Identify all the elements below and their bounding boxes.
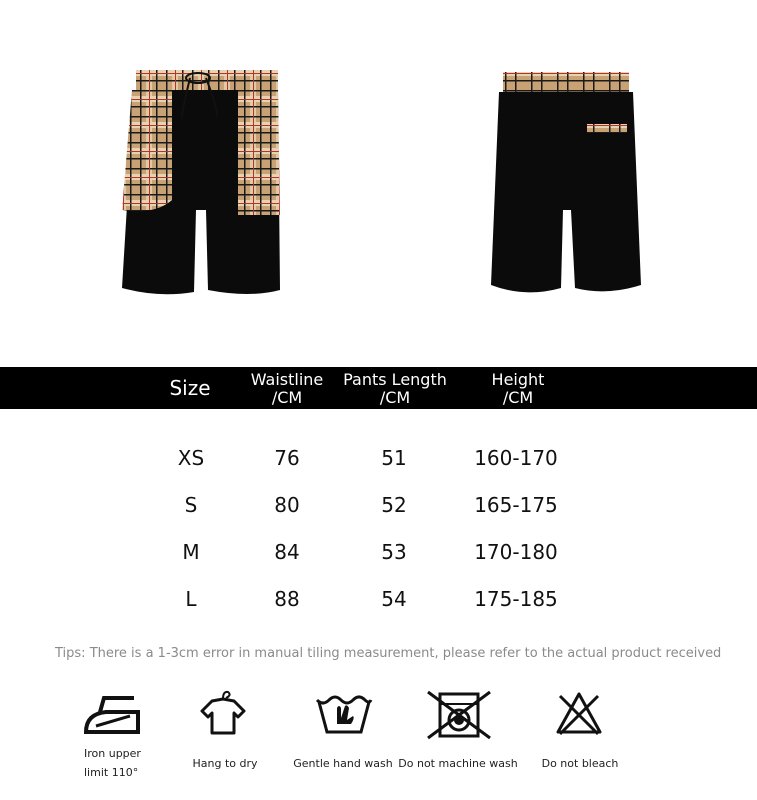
care-label-hand-wash: Gentle hand wash (293, 757, 393, 770)
cell-waistline: 80 (274, 493, 300, 517)
hang-dry-icon (198, 687, 248, 743)
cell-size: S (184, 493, 198, 517)
cell-height: 170-180 (474, 540, 558, 564)
iron-icon (82, 692, 142, 742)
measurement-tips: Tips: There is a 1-3cm error in manual tiling measurement, please refer to the actual product received (55, 646, 722, 661)
cell-pants-length: 54 (381, 587, 407, 611)
hand-wash-icon (315, 690, 373, 740)
care-label-iron: Iron upper limit 110° (84, 747, 141, 779)
cell-height: 175-185 (474, 587, 558, 611)
shorts-front-image (110, 60, 295, 305)
cell-pants-length: 52 (381, 493, 407, 517)
header-height: Height /CM (491, 370, 545, 407)
header-waistline: Waistline /CM (250, 370, 324, 407)
cell-height: 165-175 (474, 493, 558, 517)
cell-waistline: 88 (274, 587, 300, 611)
cell-pants-length: 51 (381, 446, 407, 470)
size-chart-header (0, 367, 757, 409)
cell-size: XS (177, 446, 205, 470)
no-bleach-icon (554, 690, 604, 740)
care-label-no-machine-wash: Do not machine wash (398, 757, 518, 770)
cell-waistline: 84 (274, 540, 300, 564)
care-label-no-bleach: Do not bleach (541, 757, 619, 770)
cell-height: 160-170 (474, 446, 558, 470)
care-label-hang-dry: Hang to dry (192, 757, 258, 770)
cell-size: L (185, 587, 197, 611)
cell-pants-length: 53 (381, 540, 407, 564)
no-machine-wash-icon (426, 690, 492, 744)
header-pants-length: Pants Length /CM (343, 370, 447, 407)
shorts-back-image (485, 60, 650, 305)
cell-waistline: 76 (274, 446, 300, 470)
cell-size: M (182, 540, 200, 564)
header-size: Size (169, 376, 211, 400)
